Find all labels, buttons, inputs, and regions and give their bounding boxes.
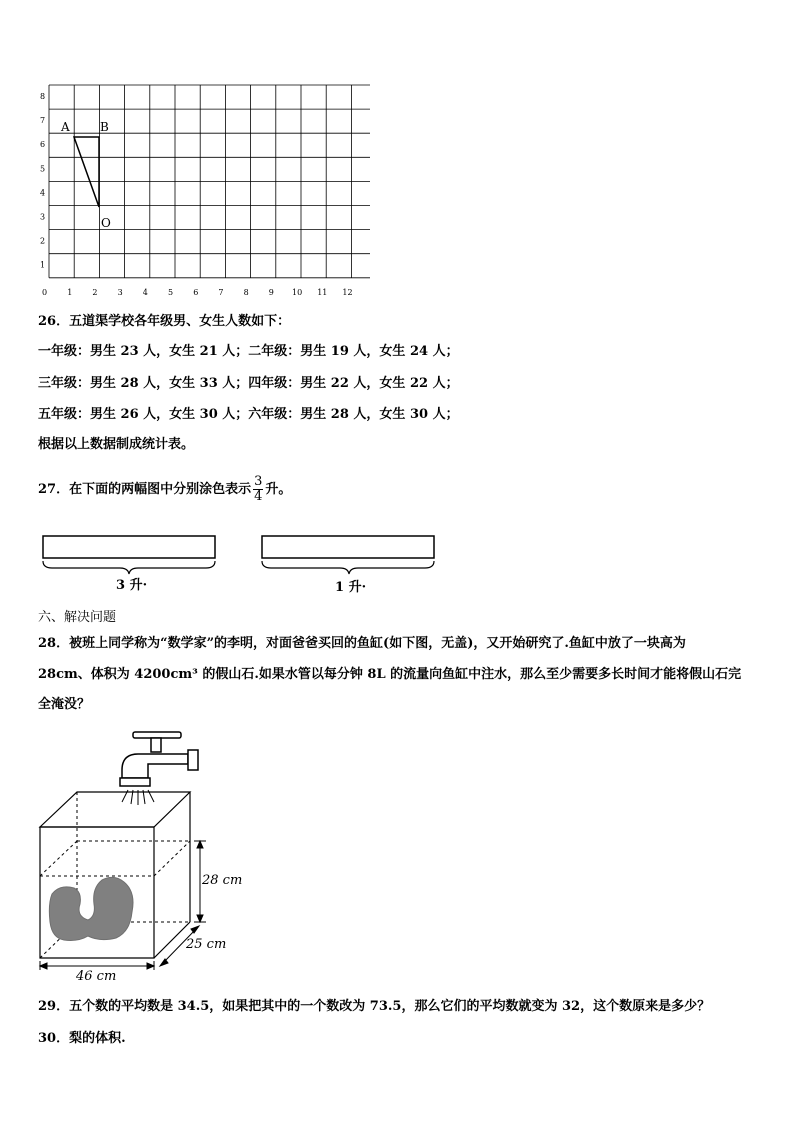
q28-line-3: 全淹没？ [38,697,91,712]
q26-title: 26．五道渠学校各年级男、女生人数如下： [38,314,291,329]
y-tick-label: 5 [40,164,46,174]
bar-1-liter [262,536,434,558]
q28-line-1: 28．被班上同学称为“数学家”的李明，对面爸爸买回的鱼缸(如下图，无盖)，又开始研究了.鱼缸中放了一块高为 [38,636,686,651]
x-tick-label: 2 [92,288,98,297]
q27-prefix: 27．在下面的两幅图中分别涂色表示 [38,482,252,497]
x-tick-label: 1 [67,288,73,297]
q27-title [38,474,291,506]
x-tick-label: 3 [117,288,123,297]
x-tick-label: 12 [342,288,353,297]
q27-bars-figure [38,532,448,596]
depth-label: 25 cm [186,937,227,952]
rock-shape [49,877,133,940]
height-label: 28 cm [202,873,243,888]
brace-3-liters [43,561,215,574]
y-tick-label: 4 [40,188,46,198]
x-tick-label: 5 [168,288,174,297]
y-tick-label: 7 [40,116,46,126]
triangle-abo [74,137,99,207]
point-label-b: B [100,120,109,134]
faucet-icon [120,732,198,786]
q26-line-3: 五年级：男生 26 人，女生 30 人；六年级：男生 28 人，女生 30 人； [38,407,459,422]
q30-text: 30．梨的体积. [38,1031,126,1046]
x-tick-label: 10 [292,288,303,297]
x-tick-label: 11 [317,288,328,297]
y-tick-label: 1 [40,260,46,270]
point-label-o: O [101,216,111,230]
q26-line-4: 根据以上数据制成统计表。 [38,437,195,452]
fraction-denominator: 4 [254,489,263,504]
q28-line-2: 28cm、体积为 4200cm³ 的假山石.如果水管以每分钟 8L 的流量向鱼缸中注水，那么至少需要多长时间才能将假山石完 [38,667,742,682]
fraction-three-quarters [253,475,263,504]
water-level-lines [40,841,190,876]
y-tick-label: 8 [40,92,46,101]
bar-1-liter-label: 1 升· [335,580,367,595]
section-6-title: 六、解决问题 [38,610,117,625]
fish-tank-figure [30,726,260,984]
q26-line-2: 三年级：男生 28 人，女生 33 人；四年级：男生 22 人，女生 22 人； [38,376,459,391]
point-label-a: A [61,120,70,134]
fraction-numerator: 3 [254,474,263,489]
y-tick-label: 2 [40,236,46,246]
bar-3-liters-label: 3 升· [116,578,148,593]
x-tick-label: 7 [218,288,224,297]
x-tick-label: 4 [142,288,148,297]
x-tick-label: 6 [193,288,199,297]
q29-text: 29．五个数的平均数是 34.5，如果把其中的一个数改为 73.5，那么它们的平均数就变为 32，这个数原来是多少？ [38,999,711,1014]
x-tick-label: 0 [42,288,48,297]
width-label: 46 cm [76,969,117,984]
q26-line-1: 一年级：男生 23 人，女生 21 人；二年级：男生 19 人，女生 24 人； [38,344,459,359]
q27-suffix: 升。 [265,482,292,497]
y-tick-label: 6 [40,140,46,150]
x-tick-label: 8 [243,288,249,297]
grid-lines [49,85,370,278]
coordinate-grid-figure [30,80,370,302]
x-tick-label: 9 [268,288,274,297]
brace-1-liter [262,561,434,574]
bar-3-liters [43,536,215,558]
y-tick-label: 3 [40,212,46,222]
